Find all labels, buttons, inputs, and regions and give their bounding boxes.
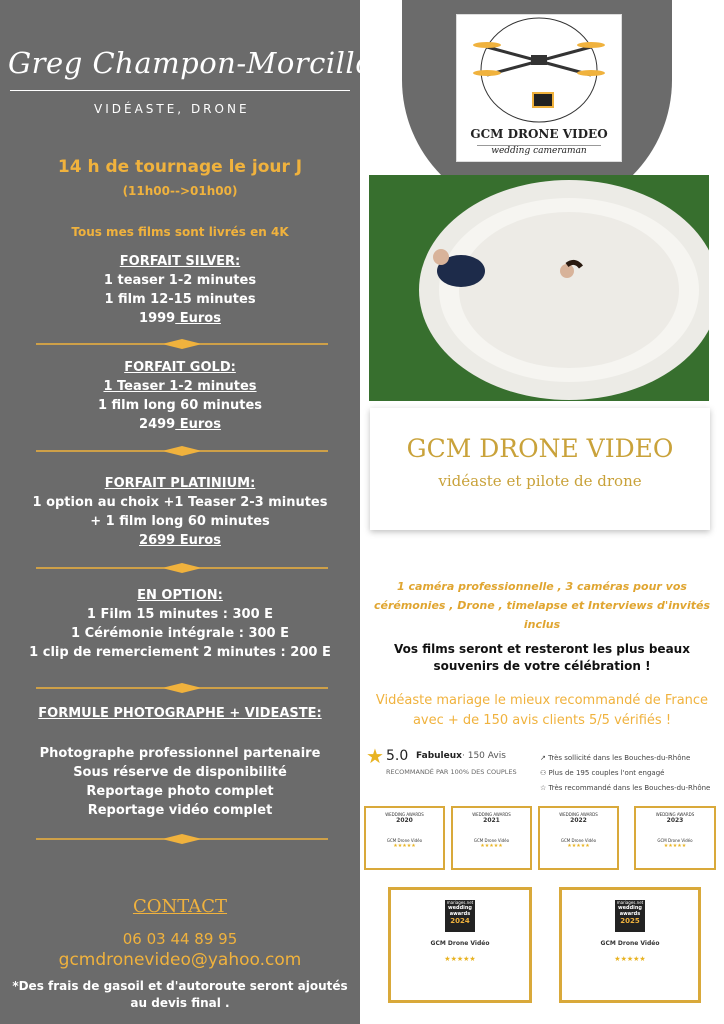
award-2023: WEDDING AWARDS 2023 GCM Drone Vidéo ★★★★★ <box>634 806 716 870</box>
formule-title: FORMULE PHOTOGRAPHE + VIDEASTE: <box>38 706 322 721</box>
stars-icon: ★★★★★ <box>393 843 416 849</box>
formule-line1: Photographe professionnel partenaire <box>39 746 321 761</box>
highlight-item: ☆ Très recommandé dans les Bouches-du-Rhône <box>540 784 711 792</box>
photo-illustration <box>369 175 709 401</box>
trend-icon: ↗ <box>540 754 549 762</box>
silver-title: FORFAIT SILVER: <box>119 254 241 269</box>
rating-block <box>366 744 536 778</box>
ornament-divider <box>36 834 328 844</box>
contact-title: CONTACT <box>132 896 228 917</box>
logo-subtitle: wedding cameraman <box>477 145 601 156</box>
contact-email[interactable]: gcmdronevideo@yahoo.com <box>58 950 302 970</box>
forfait-silver <box>0 252 360 328</box>
highlight-item: ⚇ Plus de 195 couples l'ont engagé <box>540 769 665 777</box>
recommend-text: Vidéaste mariage le mieux recommandé de France avec + de 150 avis clients 5/5 vérifiés ! <box>375 693 709 728</box>
award-badge: mariages.net wedding awards 2024 <box>445 900 475 932</box>
platinium-price: 2699 Euros <box>139 533 221 548</box>
rating-score: 5.0 <box>386 748 409 764</box>
gold-price-num: 2499 <box>139 417 176 432</box>
rating-label: Fabuleux <box>416 751 462 761</box>
en-option <box>0 586 360 662</box>
rating-recommend: RECOMMANDÉ PAR 100% DES COUPLES <box>386 768 517 776</box>
formule-line2: Sous réserve de disponibilité <box>73 765 287 780</box>
formule-line3: Reportage photo complet <box>86 784 274 799</box>
stars-icon: ★★★★★ <box>444 955 476 963</box>
silver-price-num: 1999 <box>139 311 176 326</box>
stars-icon: ★★★★★ <box>614 955 646 963</box>
footnote: *Des frais de gasoil et d'autoroute seront ajoutés au devis final . <box>12 979 348 1010</box>
brand-title: GCM DRONE VIDEO <box>406 434 674 463</box>
option-line1: 1 Film 15 minutes : 300 E <box>86 607 274 622</box>
award-2022: WEDDING AWARDS 2022 GCM Drone Vidéo ★★★★★ <box>538 806 619 870</box>
award-2024: mariages.net wedding awards 2024 GCM Drone Vidéo ★★★★★ <box>388 887 532 1003</box>
ornament-divider <box>36 563 328 573</box>
brand-box <box>370 408 710 530</box>
star-icon: ★ <box>366 744 384 768</box>
people-icon: ⚇ <box>540 769 549 777</box>
silver-line1: 1 teaser 1-2 minutes <box>103 273 257 288</box>
forfait-platinium <box>0 474 360 550</box>
equipment-text: 1 caméra professionnelle , 3 caméras pour vos cérémonies , Drone , timelapse et Interviews d'invités inclus <box>373 580 711 631</box>
option-line2: 1 Cérémonie intégrale : 300 E <box>71 626 289 641</box>
signature-underline <box>10 90 350 91</box>
gold-title: FORFAIT GOLD: <box>124 360 236 375</box>
logo-title: GCM DRONE VIDEO <box>470 127 608 141</box>
option-title: EN OPTION: <box>137 588 223 603</box>
gold-line1: 1 Teaser 1-2 minutes <box>103 379 257 394</box>
award-2021: WEDDING AWARDS 2021 GCM Drone Vidéo ★★★★★ <box>451 806 532 870</box>
ornament-divider <box>36 683 328 693</box>
formule-line4: Reportage vidéo complet <box>87 803 273 818</box>
option-line3: 1 clip de remerciement 2 minutes : 200 E <box>29 645 331 660</box>
gold-line2: 1 film long 60 minutes <box>97 398 263 413</box>
highlight-item: ↗ Très sollicité dans les Bouches-du-Rhône <box>540 754 691 762</box>
platinium-line2: + 1 film long 60 minutes <box>90 514 270 529</box>
signature-subtitle: VIDÉASTE, DRONE <box>94 102 250 116</box>
star-outline-icon: ☆ <box>540 784 549 792</box>
formule-photographe <box>0 704 360 820</box>
gold-price <box>0 415 360 434</box>
stars-icon: ★★★★★ <box>567 843 590 849</box>
forfait-gold <box>0 358 360 434</box>
gold-price-unit: Euros <box>175 417 221 432</box>
hours: (11h00-->01h00) <box>122 184 238 198</box>
silver-price <box>0 309 360 328</box>
drone-logo-card <box>456 14 622 162</box>
platinium-line1: 1 option au choix +1 Teaser 2-3 minutes <box>32 495 328 510</box>
rating-count: · 150 Avis <box>462 751 506 761</box>
award-badge: mariages.net wedding awards 2025 <box>615 900 645 932</box>
headline: 14 h de tournage le jour J <box>57 157 303 177</box>
wedding-aerial-photo <box>369 175 709 401</box>
award-2020: WEDDING AWARDS 2020 GCM Drone Vidéo ★★★★★ <box>364 806 445 870</box>
signature-logo: Greg Champon-Morcillo <box>8 46 374 80</box>
promise-text: Vos films seront et resteront les plus beaux souvenirs de votre célébration ! <box>394 642 690 673</box>
ornament-divider <box>36 339 328 349</box>
contact-phone[interactable]: 06 03 44 89 95 <box>122 930 238 948</box>
stars-icon: ★★★★★ <box>480 843 503 849</box>
ornament-divider <box>36 446 328 456</box>
silver-price-unit: Euros <box>175 311 221 326</box>
award-2025: mariages.net wedding awards 2025 GCM Drone Vidéo ★★★★★ <box>559 887 701 1003</box>
silver-line2: 1 film 12-15 minutes <box>104 292 256 307</box>
brand-subtitle: vidéaste et pilote de drone <box>438 472 642 490</box>
platinium-title: FORFAIT PLATINIUM: <box>104 476 256 491</box>
highlights-list <box>540 751 720 796</box>
delivery-note: Tous mes films sont livrés en 4K <box>71 225 289 239</box>
drone-icon <box>457 15 621 125</box>
stars-icon: ★★★★★ <box>663 843 687 849</box>
